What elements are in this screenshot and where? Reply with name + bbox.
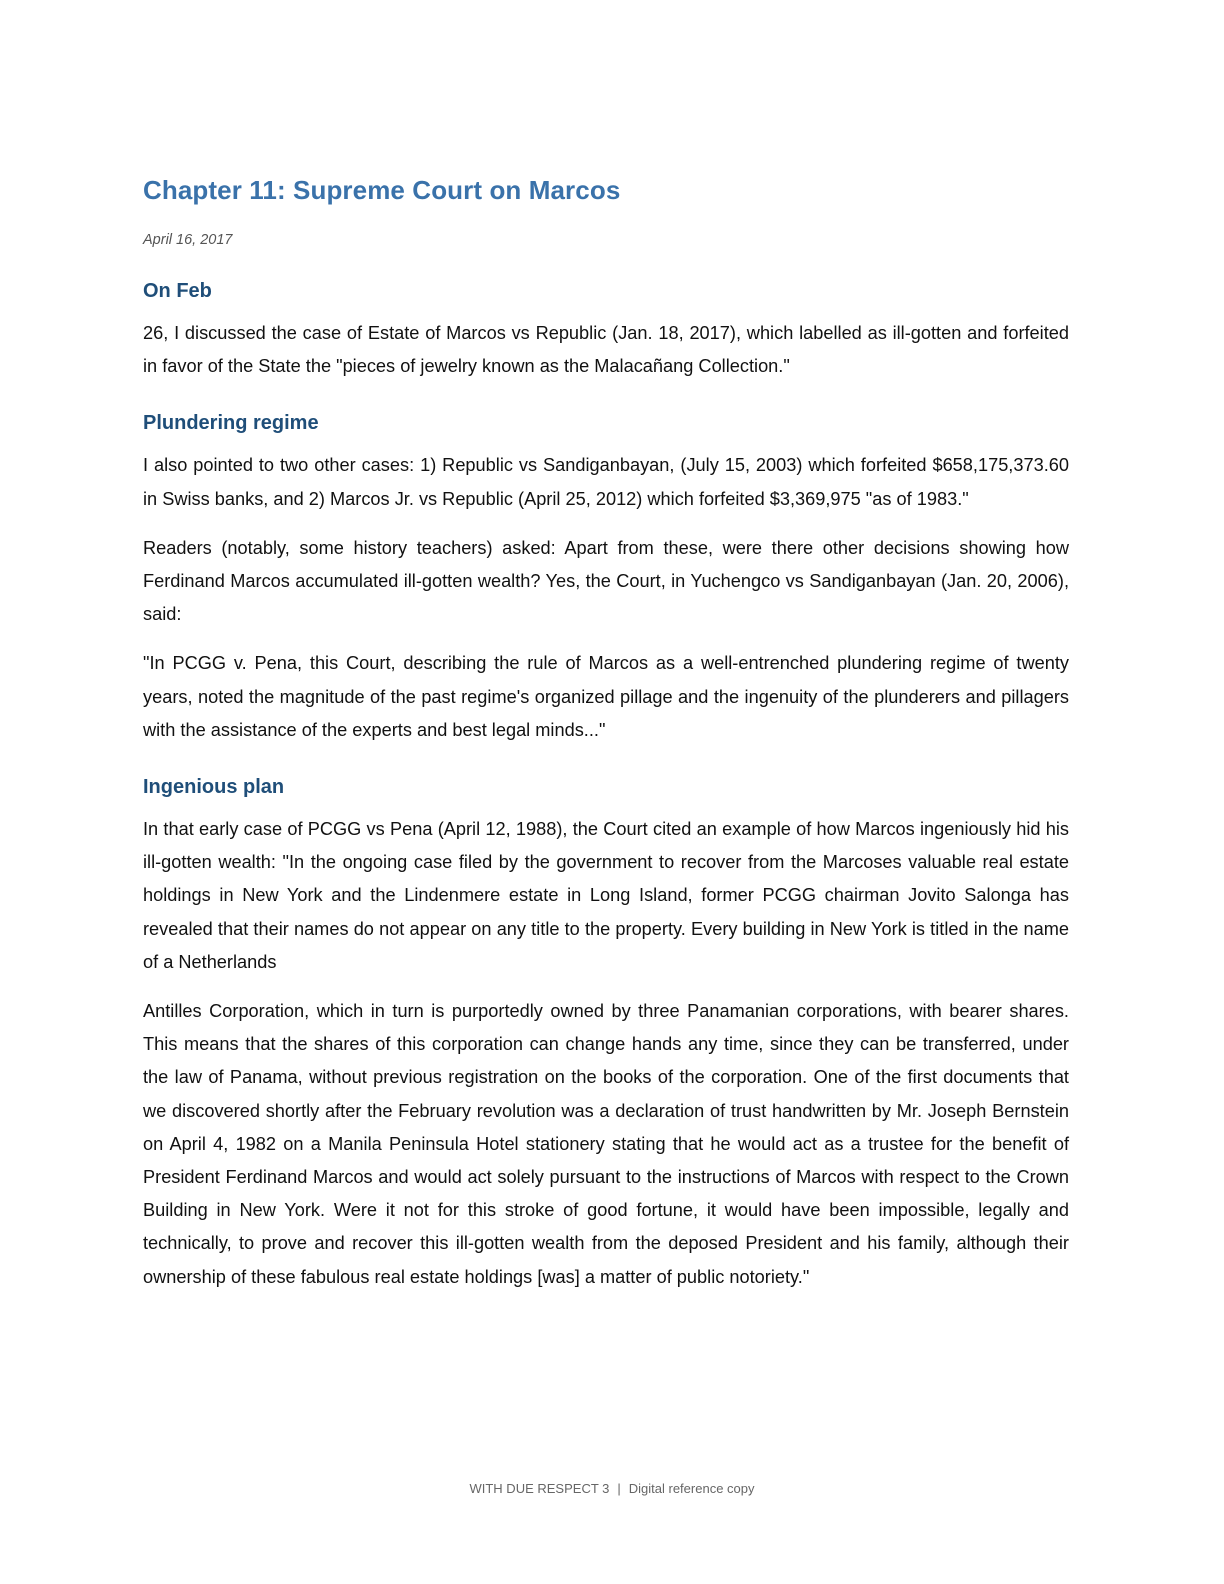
section-heading: Plundering regime (143, 412, 319, 435)
paragraph: I also pointed to two other cases: 1) Republic vs Sandiganbayan, (July 15, 2003) which forfeited $658,175,373.60 in Swiss banks, and 2) Marcos Jr. vs Republic (April 25, 2012) which forfeited $3,369,975 "as of 1983." (143, 455, 1069, 509)
footer-copy-note: Digital reference copy (628, 1481, 755, 1496)
section-heading: Ingenious plan (143, 776, 285, 799)
paragraph: In that early case of PCGG vs Pena (April 12, 1988), the Court cited an example of how Marcos ingeniously hid his ill-gotten wealth: "In the ongoing case filed by the government to recover from the Marcoses valuable real estate holdings in New York and the Lindenmere estate in Long Island, former PCGG chairman Jovito Salonga has revealed that their names do not appear on any title to the property. Every building in New York is titled in the name of a Netherlands (143, 819, 1069, 972)
section-ingenious-plan (143, 773, 1069, 1294)
page-footer (0, 1479, 1224, 1499)
section-heading: On Feb (143, 280, 212, 302)
document-page (143, 168, 1069, 1294)
footer-book-title: WITH DUE RESPECT 3 (469, 1481, 610, 1496)
footer-separator: | (617, 1481, 621, 1496)
quote-paragraph: "In PCGG v. Pena, this Court, describing the rule of Marcos as a well-entrenched plundering regime of twenty years, noted the magnitude of the past regime's organized pillage and the ingenuity of the plunderers and pillagers with the assistance of the experts and best legal minds..." (143, 653, 1069, 740)
paragraph: Antilles Corporation, which in turn is purportedly owned by three Panamanian corporations, with bearer shares. This means that the shares of this corporation can change hands any time, since they can be transferred, under the law of Panama, without previous registration on the books of the corporation. One of the first documents that we discovered shortly after the February revolution was a declaration of trust handwritten by Mr. Joseph Bernstein on April 4, 1982 on a Manila Peninsula Hotel stationery stating that he would act as a trustee for the benefit of President Ferdinand Marcos and would act solely pursuant to the instructions of Marcos with respect to the Crown Building in New York. Were it not for this stroke of good fortune, it would have been impossible, legally and technically, to prove and recover this ill-gotten wealth from the deposed President and his family, although their ownership of these fabulous real estate holdings [was] a matter of public notoriety." (143, 1001, 1069, 1287)
publication-date: April 16, 2017 (143, 232, 233, 248)
chapter-title: Chapter 11: Supreme Court on Marcos (143, 175, 621, 205)
paragraph: 26, I discussed the case of Estate of Marcos vs Republic (Jan. 18, 2017), which labelled as ill-gotten and forfeited in favor of the State the "pieces of jewelry known as the Malacañang Collection." (143, 323, 1069, 377)
paragraph: Readers (notably, some history teachers) asked: Apart from these, were there other decisions showing how Ferdinand Marcos accumulated ill-gotten wealth? Yes, the Court, in Yuchengco vs Sandiganbayan (Jan. 20, 2006), said: (143, 537, 1069, 625)
section-plundering-regime (143, 409, 1069, 747)
section-on-feb (143, 277, 1069, 383)
